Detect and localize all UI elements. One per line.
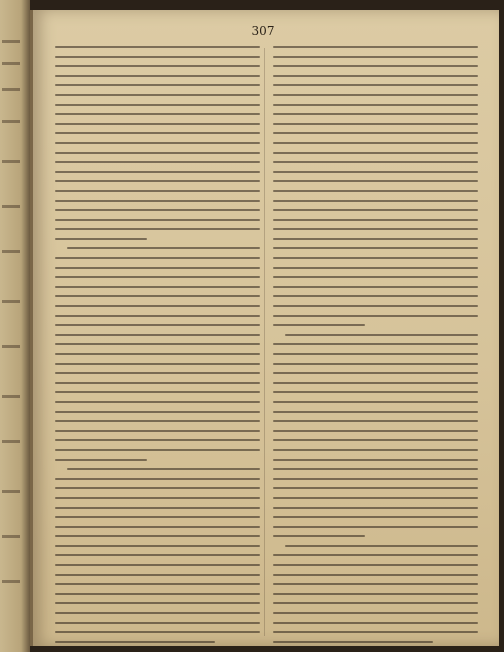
text-line (55, 439, 260, 441)
text-line (273, 401, 478, 403)
text-line (285, 334, 478, 336)
text-line (273, 430, 478, 432)
text-line (55, 602, 260, 604)
text-line (273, 56, 478, 58)
text-line (55, 276, 260, 278)
text-line (273, 353, 478, 355)
text-line (273, 84, 478, 86)
text-line (273, 478, 478, 480)
text-line (273, 564, 478, 566)
text-line (273, 75, 478, 77)
text-line (273, 228, 478, 230)
text-line (273, 497, 478, 499)
text-column-right (273, 46, 478, 638)
text-line (55, 526, 260, 528)
text-line (55, 295, 260, 297)
text-line (55, 315, 260, 317)
text-line (55, 84, 260, 86)
text-line (273, 343, 478, 345)
text-line (55, 219, 260, 221)
text-line (55, 113, 260, 115)
text-line (55, 46, 260, 48)
text-line (55, 478, 260, 480)
text-line (55, 487, 260, 489)
text-line (273, 113, 478, 115)
text-line (55, 56, 260, 58)
text-line (273, 209, 478, 211)
text-line (55, 75, 260, 77)
text-line (273, 276, 478, 278)
text-line (55, 583, 260, 585)
text-line (55, 363, 260, 365)
text-line (67, 247, 260, 249)
previous-page-edge (0, 0, 30, 652)
text-line (273, 257, 478, 259)
text-line (273, 65, 478, 67)
text-line (273, 142, 478, 144)
text-line (273, 363, 478, 365)
text-line (273, 507, 478, 509)
text-line (55, 200, 260, 202)
text-line (273, 132, 478, 134)
text-line (273, 468, 478, 470)
text-line (55, 123, 260, 125)
text-line (55, 94, 260, 96)
text-line (55, 449, 260, 451)
text-line (273, 622, 478, 624)
text-line (55, 391, 260, 393)
text-line (55, 324, 260, 326)
text-line (273, 324, 365, 326)
text-line (55, 228, 260, 230)
text-line (55, 353, 260, 355)
text-line (273, 516, 478, 518)
text-line (55, 411, 260, 413)
text-line (273, 123, 478, 125)
text-line (55, 593, 260, 595)
text-line (273, 526, 478, 528)
text-line (273, 602, 478, 604)
text-line (273, 583, 478, 585)
text-column-left (55, 46, 260, 638)
text-line (55, 257, 260, 259)
text-line (273, 593, 478, 595)
text-line (273, 554, 478, 556)
text-line (55, 305, 260, 307)
text-line (273, 161, 478, 163)
text-line (273, 286, 478, 288)
text-line (55, 564, 260, 566)
text-line (273, 305, 478, 307)
text-line (273, 295, 478, 297)
text-line (55, 142, 260, 144)
text-line (273, 238, 478, 240)
text-line (55, 104, 260, 106)
text-line (273, 449, 478, 451)
text-line (55, 171, 260, 173)
text-line (273, 420, 478, 422)
text-line (55, 430, 260, 432)
text-line (67, 468, 260, 470)
text-line (273, 247, 478, 249)
text-line (55, 267, 260, 269)
text-line (55, 631, 260, 633)
text-line (273, 372, 478, 374)
text-line (55, 622, 260, 624)
text-line (273, 411, 478, 413)
text-line (55, 343, 260, 345)
text-line (55, 161, 260, 163)
text-line (273, 200, 478, 202)
text-line (55, 497, 260, 499)
text-line (273, 190, 478, 192)
text-line (273, 171, 478, 173)
text-line (55, 65, 260, 67)
text-line (273, 46, 478, 48)
text-line (55, 612, 260, 614)
text-line (55, 238, 147, 240)
text-line (273, 104, 478, 106)
text-line (55, 132, 260, 134)
column-divider (264, 48, 265, 636)
text-line (55, 420, 260, 422)
text-line (55, 459, 147, 461)
text-line (273, 382, 478, 384)
text-line (273, 612, 478, 614)
text-line (273, 535, 365, 537)
text-line (55, 554, 260, 556)
text-line (55, 152, 260, 154)
text-line (55, 209, 260, 211)
text-line (273, 152, 478, 154)
text-line (273, 94, 478, 96)
text-line (55, 641, 215, 643)
text-line (55, 372, 260, 374)
text-line (55, 180, 260, 182)
text-line (55, 382, 260, 384)
text-line (273, 641, 433, 643)
book-page (30, 10, 499, 646)
text-line (285, 545, 478, 547)
text-line (55, 574, 260, 576)
text-line (55, 286, 260, 288)
text-line (273, 315, 478, 317)
text-line (55, 516, 260, 518)
text-line (55, 545, 260, 547)
text-line (55, 507, 260, 509)
text-line (273, 219, 478, 221)
text-line (273, 439, 478, 441)
text-line (273, 631, 478, 633)
text-line (55, 334, 260, 336)
text-line (273, 267, 478, 269)
text-line (273, 574, 478, 576)
text-line (273, 180, 478, 182)
text-line (55, 535, 260, 537)
text-line (55, 401, 260, 403)
text-line (273, 459, 478, 461)
text-line (55, 190, 260, 192)
text-line (273, 487, 478, 489)
text-line (273, 391, 478, 393)
page-number: 307 (251, 24, 275, 38)
